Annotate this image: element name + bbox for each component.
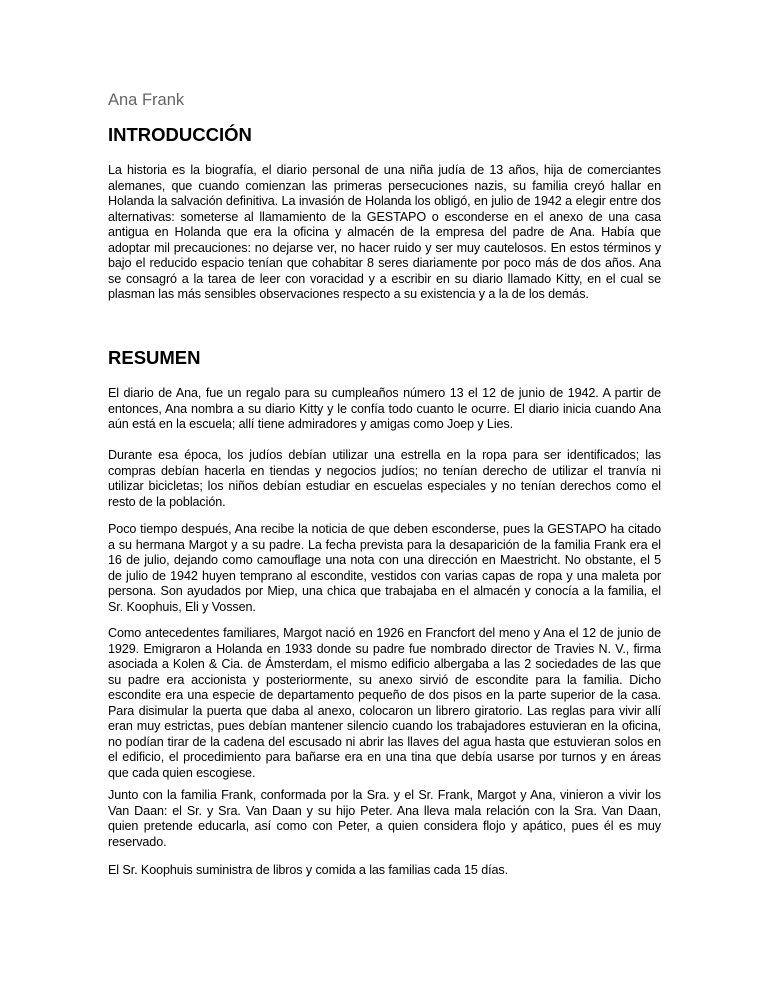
paragraph: Durante esa época, los judíos debían utilizar una estrella en la ropa para ser identificados; las compras debían hacerla en tiendas y negocios judíos; no tenían derecho de utilizar el tranvía ni utilizar bicicletas; los niños debían estudiar en escuelas especiales y no tenían derechos como el resto de la población. [108,448,661,509]
paragraph: Junto con la familia Frank, conformada por la Sra. y el Sr. Frank, Margot y Ana, vinieron a vivir los Van Daan: el Sr. y Sra. Van Daan y su hijo Peter. Ana lleva mala relación con la Sra. Van Daan, quien pretende educarla, así como con Peter, a quien considera flojo y apático, pues él es muy reservado. [108,788,661,849]
section-heading-resumen: RESUMEN [108,347,201,368]
paragraph: Como antecedentes familiares, Margot nació en 1926 en Francfort del meno y Ana el 12 de junio de 1929. Emigraron a Holanda en 1933 donde su padre fue nombrado director de Travies N. V., firma asociada a Kolen & Cia. de Ámsterdam, el mismo edificio albergaba a las 2 sociedades de las que su padre era accionista y posteriormente, su anexo sirvió de escondite para la familia. Dicho escondite era una especie de departamento pequeño de dos pisos en la parte superior de la casa. Para disimular la puerta que daba al anexo, colocaron un librero giratorio. Las reglas para vivir allí eran muy estrictas, pues debían mantener silencio cuando los trabajadores estuvieran en la oficina, no podían tirar de la cadena del escusado ni abrir las llaves del agua hasta que estuvieran solos en el edificio, el procedimiento para bañarse era en una tina que debía usarse por turnos y en áreas que cada quien escogiese. [108,626,661,780]
paragraph: La historia es la biografía, el diario personal de una niña judía de 13 años, hija de comerciantes alemanes, que cuando comienzan las primeras persecuciones nazis, su familia creyó hallar en Holanda la salvación definitiva. La invasión de Holanda los obligó, en julio de 1942 a elegir entre dos alternativas: someterse al llamamiento de la GESTAPO o esconderse en el anexo de una casa antigua en Holanda que era la oficina y almacén de la empresa del padre de Ana. Había que adoptar mil precauciones: no dejarse ver, no hacer ruido y ser muy cautelosos. En estos términos y bajo el reducido espacio tenían que cohabitar 8 seres diariamente por poco más de dos años. Ana se consagró a la tarea de leer con voracidad y a escribir en su diario llamado Kitty, en el cual se plasman las más sensibles observaciones respecto a su existencia y a la de los demás. [108,163,661,301]
paragraph: El diario de Ana, fue un regalo para su cumpleaños número 13 el 12 de junio de 1942. A partir de entonces, Ana nombra a su diario Kitty y le confía todo cuanto le ocurre. El diario inicia cuando Ana aún está en la escuela; allí tiene admiradores y amigas como Joep y Lies. [108,386,661,431]
paragraph: El Sr. Koophuis suministra de libros y comida a las familias cada 15 días. [108,863,508,877]
document-title: Ana Frank [108,91,185,109]
section-heading-introduccion: INTRODUCCIÓN [108,124,252,145]
paragraph: Poco tiempo después, Ana recibe la noticia de que deben esconderse, pues la GESTAPO ha citado a su hermana Margot y a su padre. La fecha prevista para la desaparición de la familia Frank era el 16 de julio, dejando como camouflage una nota con una dirección en Maestricht. No obstante, el 5 de julio de 1942 huyen temprano al escondite, vestidos con varias capas de ropa y una maleta por persona. Son ayudados por Miep, una chica que trabajaba en el almacén y conocía a la familia, el Sr. Koophuis, Eli y Vossen. [108,522,661,614]
